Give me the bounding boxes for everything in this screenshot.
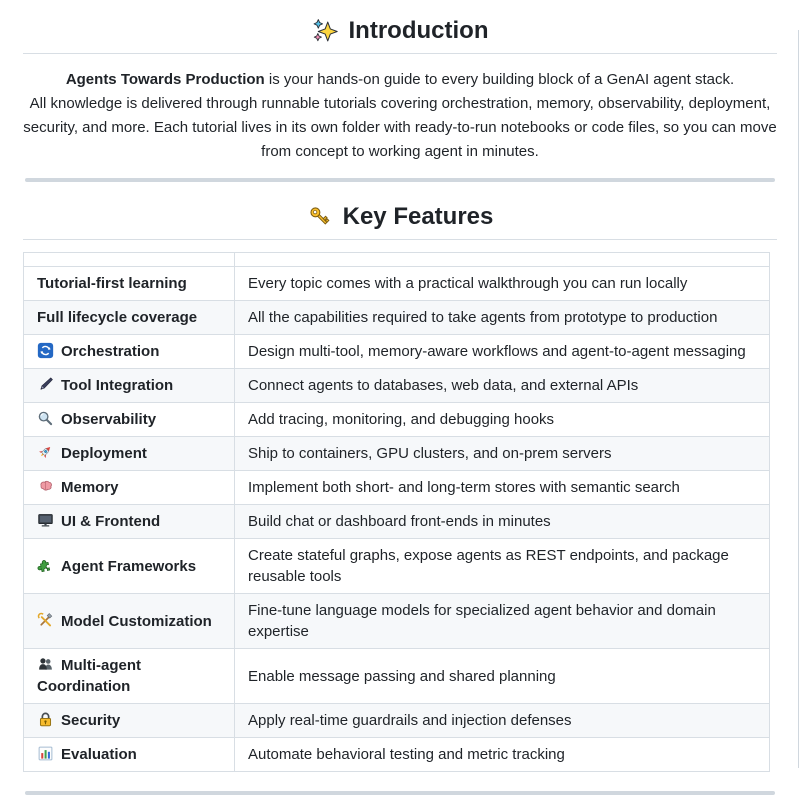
feature-label-text: Orchestration — [61, 343, 160, 360]
feature-description: Design multi-tool, memory-aware workflows and agent-to-agent messaging — [235, 335, 770, 369]
feature-label — [24, 437, 235, 471]
feature-description: Fine-tune language models for specialized agent behavior and domain expertise — [235, 594, 770, 649]
lock-icon — [37, 711, 56, 728]
feature-label-text: Agent Frameworks — [61, 557, 197, 575]
intro-paragraph — [23, 68, 777, 164]
feature-description: Add tracing, monitoring, and debugging hooks — [235, 403, 770, 437]
feature-description: Connect agents to databases, web data, and external APIs — [235, 369, 770, 403]
intro-line-1-rest: is your hands-on guide to every building block of a GenAI agent stack. — [264, 71, 735, 88]
table-row — [24, 403, 770, 437]
feature-label — [24, 335, 235, 369]
brain-icon — [37, 478, 56, 495]
feature-label — [24, 403, 235, 437]
fountain-pen-icon — [37, 376, 56, 393]
feature-label-text: Multi-agent Coordination — [37, 657, 141, 695]
magnifying-glass-icon — [37, 410, 56, 427]
table-row — [24, 649, 770, 704]
feature-label — [24, 594, 235, 649]
table-row — [24, 594, 770, 649]
counterclockwise-arrows-icon — [37, 342, 56, 359]
feature-label — [24, 505, 235, 539]
desktop-computer-icon — [37, 512, 56, 529]
feature-description: Enable message passing and shared planning — [235, 649, 770, 704]
feature-label-text: Model Customization — [61, 612, 212, 630]
feature-label-text: Evaluation — [61, 746, 137, 763]
table-row — [24, 335, 770, 369]
intro-line-2: All knowledge is delivered through runnable tutorials covering orchestration, memory, observability, deployment, — [29, 95, 771, 112]
table-row — [24, 704, 770, 738]
table-row — [24, 539, 770, 594]
feature-label — [24, 369, 235, 403]
feature-description: Every topic comes with a practical walkthrough you can run locally — [235, 267, 770, 301]
key-features-heading — [23, 202, 777, 240]
rocket-icon — [37, 444, 56, 461]
feature-description: Build chat or dashboard front-ends in minutes — [235, 505, 770, 539]
feature-label-text: Observability — [61, 411, 157, 428]
key-features-heading-text: Key Features — [342, 203, 494, 230]
feature-description: Create stateful graphs, expose agents as REST endpoints, and package reusable tools — [235, 539, 770, 594]
intro-line-4: from concept to working agent in minutes. — [261, 143, 539, 160]
introduction-heading-text: Introduction — [348, 17, 489, 44]
description-column-header — [235, 253, 770, 267]
feature-label-text: Tool Integration — [61, 377, 174, 394]
feature-description: Apply real-time guardrails and injection defenses — [235, 704, 770, 738]
feature-description: Implement both short- and long-term stores with semantic search — [235, 471, 770, 505]
table-row — [24, 505, 770, 539]
table-row — [24, 738, 770, 772]
sparkles-icon — [312, 18, 339, 45]
intro-line-3: security, and more. Each tutorial lives in its own folder with ready-to-run notebooks or code files, so you can move — [23, 119, 777, 136]
feature-label — [24, 738, 235, 772]
table-row — [24, 301, 770, 335]
feature-column-header — [24, 253, 235, 267]
section-divider — [25, 178, 775, 182]
feature-description: Ship to containers, GPU clusters, and on-prem servers — [235, 437, 770, 471]
table-row — [24, 369, 770, 403]
bar-chart-icon — [37, 745, 56, 762]
feature-label: Tutorial-first learning — [24, 267, 235, 301]
key-icon — [307, 204, 333, 230]
introduction-heading — [23, 16, 777, 54]
feature-label — [24, 539, 235, 594]
feature-description: All the capabilities required to take agents from prototype to production — [235, 301, 770, 335]
table-row — [24, 437, 770, 471]
feature-label-text: UI & Frontend — [61, 513, 161, 530]
feature-label — [24, 471, 235, 505]
bottom-section-divider — [25, 791, 775, 795]
table-row — [24, 471, 770, 505]
feature-label — [24, 649, 235, 704]
table-row — [24, 267, 770, 301]
hammer-and-wrench-icon — [37, 612, 56, 629]
table-header-row — [24, 253, 770, 267]
feature-label-text: Security — [61, 712, 121, 729]
key-features-table — [23, 252, 770, 772]
feature-label-text: Deployment — [61, 445, 147, 462]
busts-in-silhouette-icon — [37, 656, 56, 673]
window-right-border — [798, 30, 799, 768]
puzzle-piece-icon — [37, 557, 56, 574]
intro-bold-title: Agents Towards Production — [65, 71, 265, 88]
feature-label: Full lifecycle coverage — [24, 301, 235, 335]
feature-label — [24, 704, 235, 738]
feature-description: Automate behavioral testing and metric tracking — [235, 738, 770, 772]
intro-line-1 — [66, 71, 734, 88]
feature-label-text: Memory — [61, 479, 119, 496]
